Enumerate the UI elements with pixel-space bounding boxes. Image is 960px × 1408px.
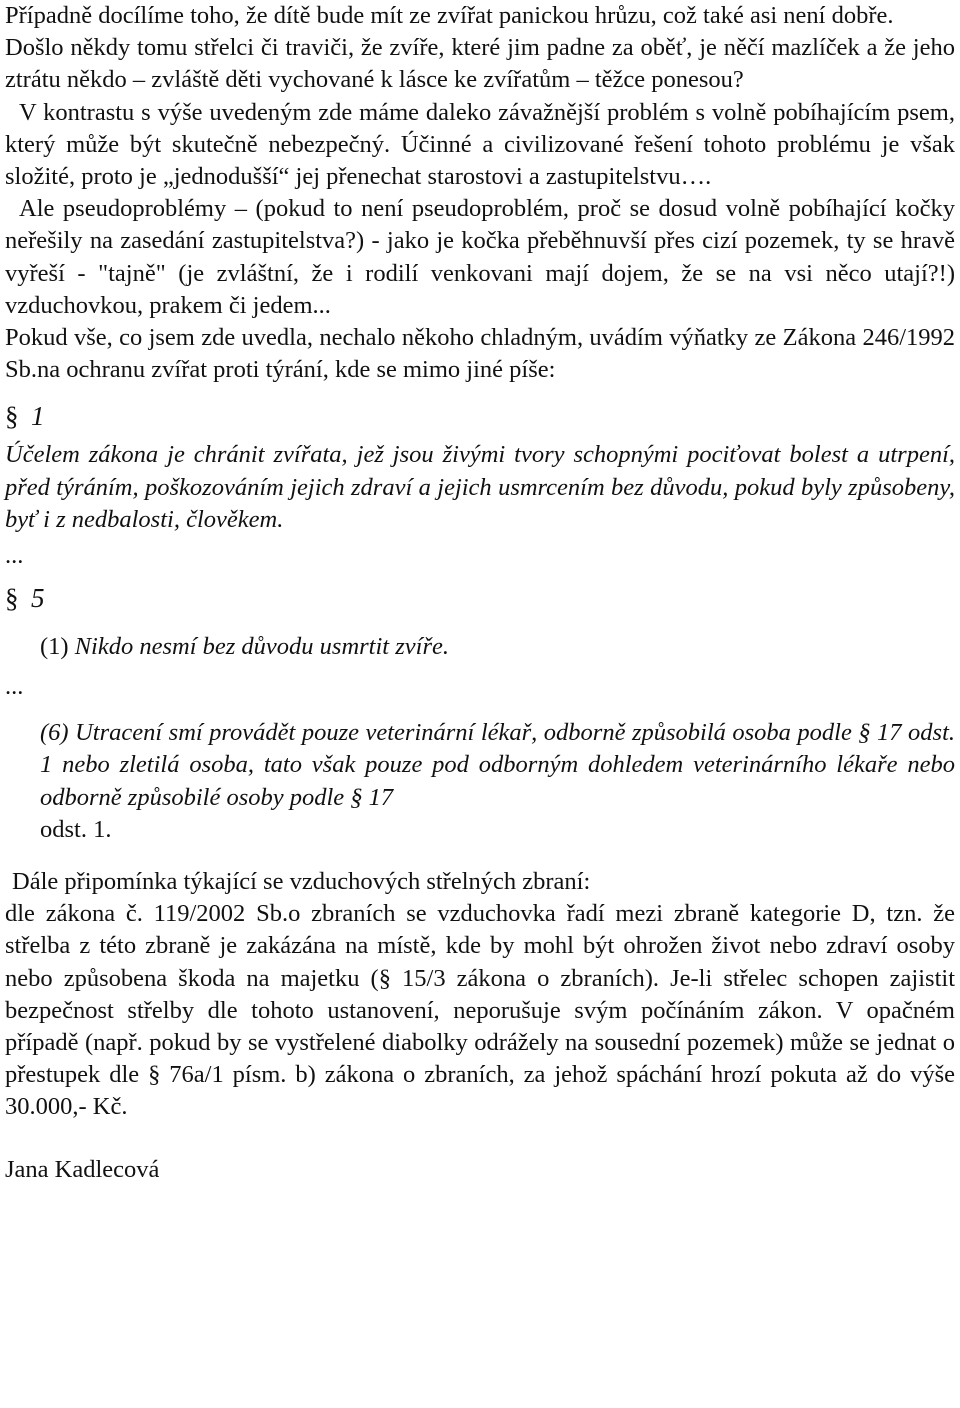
item-text: Nikdo nesmí bez důvodu usmrtit zvíře. <box>74 633 449 661</box>
paragraph-law-intro: Pokud vše, co jsem zde uvedla, nechalo někoho chladným, uvádím výňatky ze Zákona 246/1992 Sb.na ochranu zvířat proti týrání, kde se mimo jiné píše: <box>5 324 955 384</box>
ellipsis: ... <box>5 673 24 701</box>
section-mark: § <box>5 401 19 432</box>
paragraph-loose-dog: V kontrastu s výše uvedeným zde máme daleko závažnější problém s volně pobíhajícím psem, který může být skutečně nebezpečný. Účinné a civilizované řešení tohoto problému je však složité, proto je „jednodušší“ jej přenechat starostovi a zastupitelstvu…. <box>5 98 955 191</box>
law-section-1-text: Účelem zákona je chránit zvířata, jež jsou živými tvory schopnými pociťovat bolest a utrpení, před týráním, poškozováním jejich zdraví a jejich usmrcením bez důvodu, pokud byly způsobeny, byť i z nedbalosti, člověkem. <box>5 441 955 533</box>
airgun-body: dle zákona č. 119/2002 Sb.o zbraních se vzduchovka řadí mezi zbraně kategorie D, tzn. že střelba z této zbraně je zakázána na místě, kde by mohl být ohrožen život nebo zdraví osoby nebo způsobena škoda na majetku (§ 15/3 zákona o zbraních). Je-li střelec schopen zajistit bezpečnost střelby dle tohoto ustanovení, neporušuje svým počínáním zákon. V opačném případě (např. pokud by se vystřelené diabolky odrážely na sousední pozemek) může se jednat o přestupek dle § 76a/1 písm. b) zákona o zbraních, za jehož spáchání hrozí pokuta až do výše 30.000,- Kč. <box>5 900 955 1121</box>
section-heading-1 <box>5 394 955 439</box>
paragraph-panic: Případně docílíme toho, že dítě bude mít ze zvířat panickou hrůzu, což také asi není dobře. <box>5 2 894 29</box>
section-mark: § <box>5 583 19 614</box>
item-text: Utracení smí provádět pouze veterinární lékař, odborně způsobilá osoba podle § 17 odst. 1 nebo zletilá osoba, tato však pouze pod odborným dohledem veterinárního lékaře nebo odborně způsobilé osoby podle § 17 <box>40 719 955 811</box>
document-page <box>5 0 955 1186</box>
airgun-intro: Dále připomínka týkající se vzduchových střelných zbraní: <box>12 868 591 896</box>
section-number: 1 <box>31 401 45 432</box>
section-number: 5 <box>31 583 45 614</box>
item-number: (1) <box>40 633 69 661</box>
law-section-5-item-6 <box>5 717 955 814</box>
item-number: (6) <box>40 719 69 747</box>
section-heading-5 <box>5 576 955 621</box>
signature: Jana Kadlecová <box>5 1155 160 1183</box>
paragraph-victim-pet: Došlo někdy tomu střelci či traviči, že zvíře, které jim padne za oběť, je něčí mazlíček a že jeho ztrátu někdo – zvláště děti vychované k lásce ke zvířatům – těžce ponesou? <box>5 34 955 94</box>
paragraph-pseudoproblems: Ale pseudoproblémy – (pokud to není pseudoproblém, proč se dosud volně pobíhající kočky neřešily na zasedání zastupitelstva?) - jako je kočka přeběhnuvší přes cizí pozemek, ty se hravě vyřeší - "tajně" (je zvláštní, že i rodilí venkovani mají dojem, že se na vsi něco utají?!) vzduchovkou, prakem či jedem... <box>5 195 955 319</box>
law-section-5-item-1 <box>5 631 955 663</box>
law-section-5-item-6-tail: odst. 1. <box>40 815 112 843</box>
ellipsis: ... <box>5 542 24 570</box>
